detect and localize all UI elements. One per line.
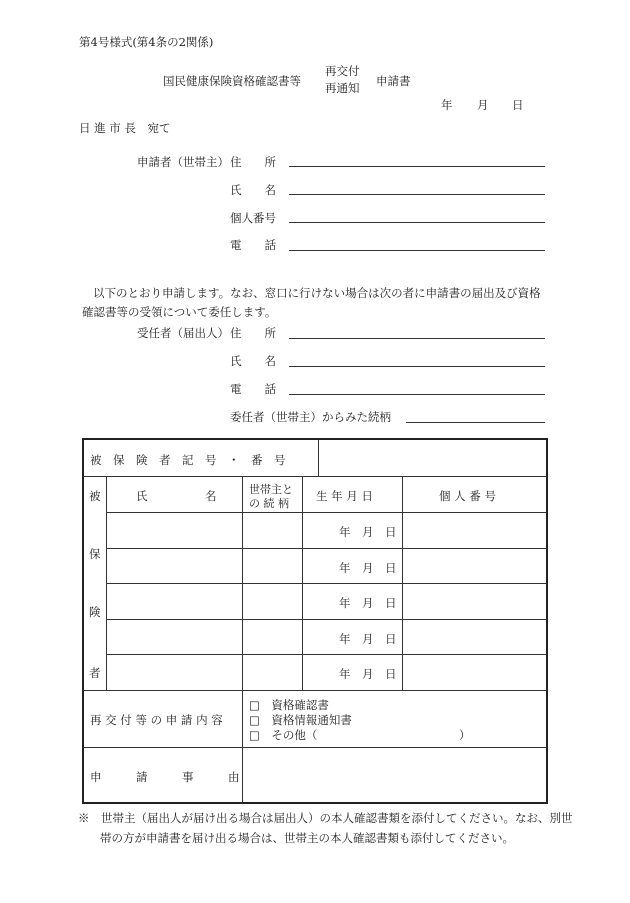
applicant-phone-field[interactable] [289,250,545,251]
option-other[interactable]: □ その他（ [249,728,318,742]
footnote: ※ 世帯主（届出人が届け出る場合は届出人）の本人確認書類を添付してください。なお、別世帯の方が申請書を届け出る場合は、世帯主の本人確認書類も添付してください。 [78,811,573,845]
request-content-label: 再 交 付 等 の 申 請 内 容 [90,713,223,727]
applicant-name-label: 氏 名 [230,183,276,197]
insured-side-char-1: 被 [89,489,101,503]
insured-side-char-2: 保 [89,547,101,561]
delegate-relationship-label: 委任者（世帯主）からみた続柄 [230,410,391,424]
option-eligibility-certificate[interactable]: □ 資格確認書 [249,698,329,712]
applicant-phone-label: 電 話 [230,238,276,252]
delegate-phone-field[interactable] [289,394,545,395]
title-option-reissue: 再交付 [325,64,360,78]
date-year-label: 年 [441,98,453,112]
col-personal-number-header: 個 人 番 号 [439,489,496,503]
applicant-personal-number-field[interactable] [289,222,545,223]
delegation-text: 以下のとおり申請します。なお、窓口に行けない場合は次の者に申請書の届出及び資格確認書等の受領について委任します。 [82,286,541,319]
delegate-label: 受任者（届出人） [137,326,229,340]
delegate-address-field[interactable] [289,338,545,339]
insured-number-field[interactable] [319,440,546,476]
delegate-relationship-field[interactable] [406,422,545,423]
insured-side-char-3: 険 [89,605,101,619]
applicant-personal-number-label: 個人番号 [230,211,276,225]
date-month-label: 月 [477,98,489,112]
applicant-address-label: 住 所 [230,155,276,169]
col-relation-header-2: の 続 柄 [249,497,289,510]
form-number: 第4号様式(第4条の2関係) [79,35,214,49]
col-birth-header: 生 年 月 日 [316,489,373,503]
row-4-birthdate[interactable]: 年 月 日 [339,632,397,646]
insured-side-char-4: 者 [89,666,101,680]
applicant-label: 申請者（世帯主） [137,155,229,169]
delegate-phone-label: 電 話 [230,382,276,396]
option-other-close-paren: ） [459,728,471,742]
option-eligibility-notice[interactable]: □ 資格情報通知書 [249,713,352,727]
row-5-birthdate[interactable]: 年 月 日 [339,667,397,681]
title-suffix: 申請書 [376,74,411,88]
date-day-label: 日 [512,98,524,112]
delegate-name-field[interactable] [289,366,545,367]
delegate-name-label: 氏 名 [230,354,276,368]
insured-table [82,438,548,804]
row-1-birthdate[interactable]: 年 月 日 [339,525,397,539]
form-title: 国民健康保険資格確認書等 [163,74,301,88]
reason-label: 申 請 事 由 [90,770,240,784]
applicant-name-field[interactable] [289,194,545,195]
row-3-birthdate[interactable]: 年 月 日 [339,596,397,610]
col-name-header: 氏 名 [136,489,217,503]
applicant-address-field[interactable] [289,166,545,167]
addressee: 日 進 市 長 宛て [79,121,171,135]
col-relation-header-1: 世帯主と [249,483,293,496]
reason-field[interactable] [243,748,546,804]
title-option-renotify: 再通知 [325,81,360,95]
delegate-address-label: 住 所 [230,326,276,340]
row-2-birthdate[interactable]: 年 月 日 [339,561,397,575]
insured-number-label: 被 保 険 者 記 号 ・ 番 号 [90,453,286,467]
